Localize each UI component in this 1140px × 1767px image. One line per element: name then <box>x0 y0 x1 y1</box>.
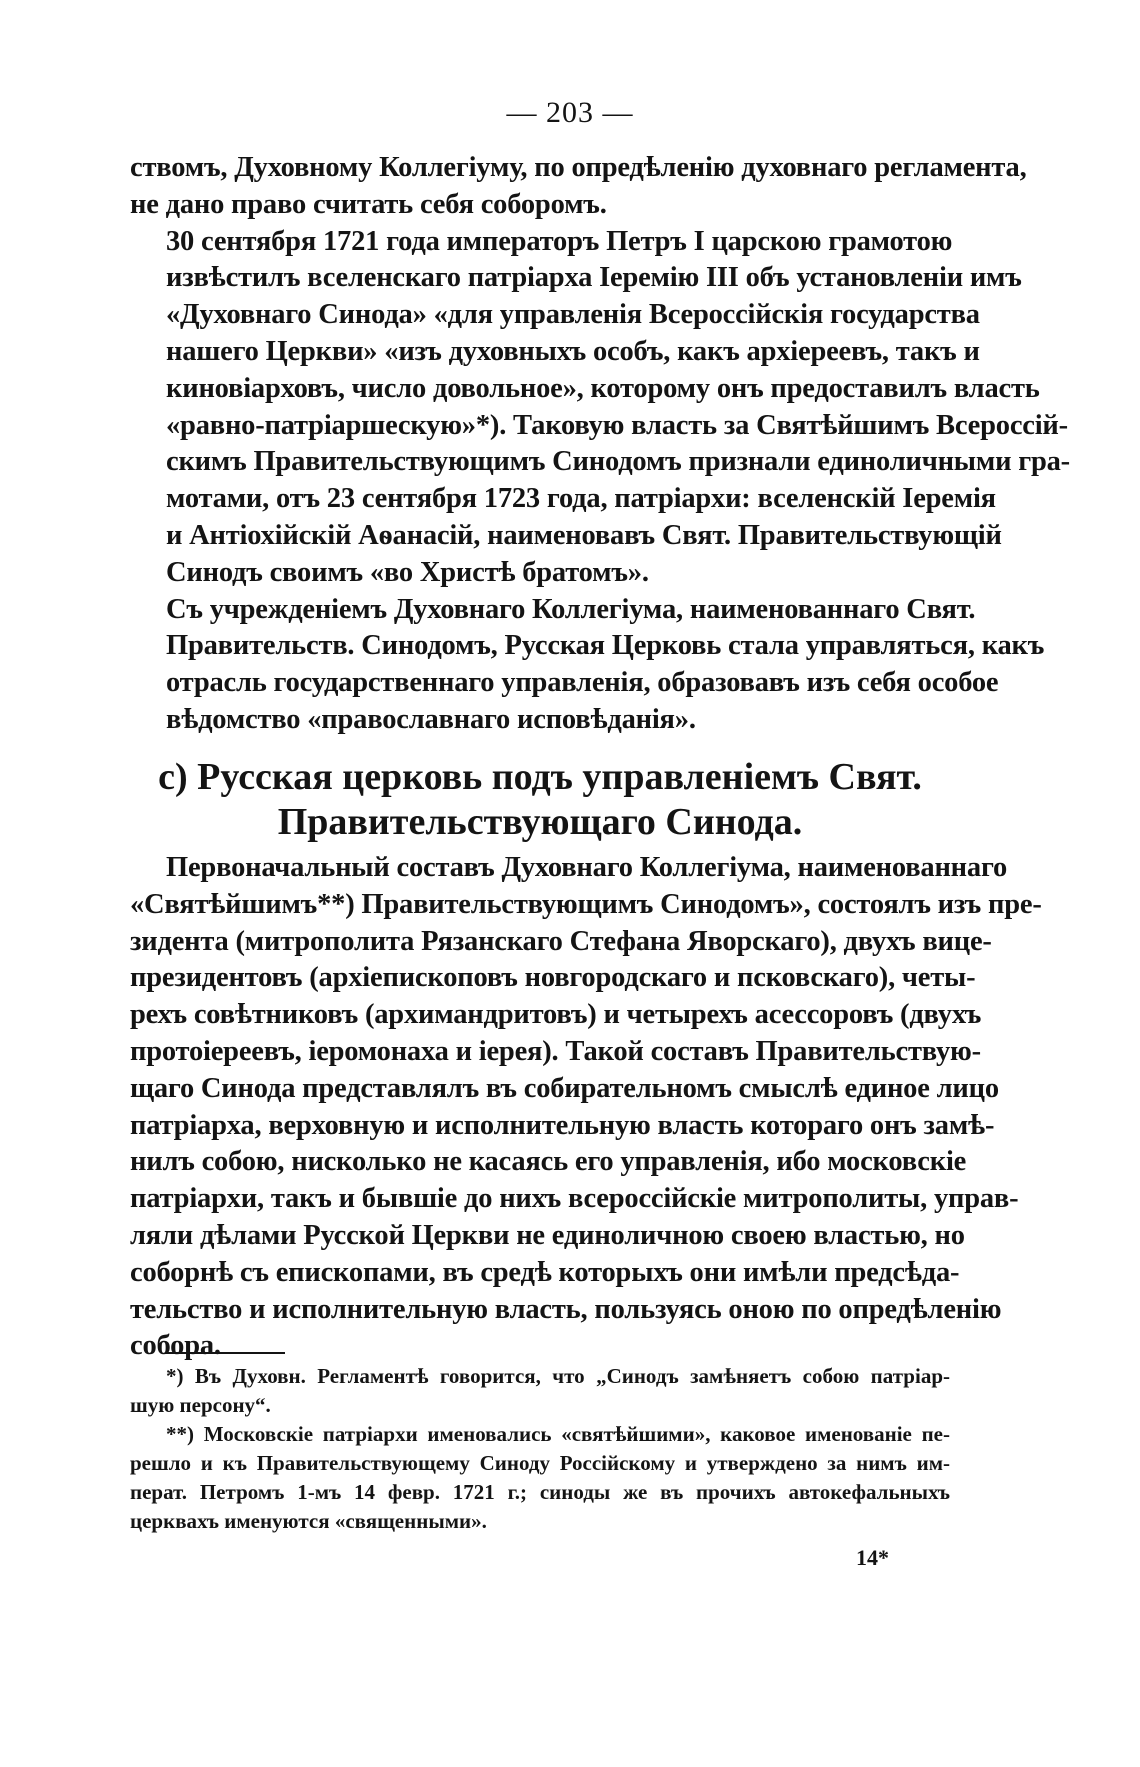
text-line: 30 сентября 1721 года императоръ Петръ I царскою грамотою <box>166 225 953 257</box>
paragraph-continuation <box>130 150 1027 224</box>
text-line: Первоначальный составъ Духовнаго Коллегіума, наименованнаго <box>166 852 1008 883</box>
text-line: собора. <box>130 1330 221 1362</box>
text-line: рехъ совѣтниковъ (архимандритовъ) и четырехъ асессоровъ (двухъ <box>130 999 982 1031</box>
text-line: скимъ Правительствующимъ Синодомъ признали единоличными гра- <box>166 446 1070 478</box>
text-line: ляли дѣлами Русской Церкви не единоличною своею властью, но <box>130 1219 965 1251</box>
printer-signature: 14* <box>856 1545 889 1570</box>
paragraph-synod-composition <box>130 850 1042 1365</box>
footnote-line: перат. Петромъ 1-мъ 14 февр. 1721 г.; синоды же въ прочихъ автокефальныхъ <box>130 1480 950 1504</box>
text-line: «Святѣйшимъ**) Правительствующимъ Синодомъ», состоялъ изъ пре- <box>130 888 1042 920</box>
page-number: — 203 — <box>506 96 634 129</box>
section-heading <box>130 755 950 845</box>
text-line: не дано право считать себя соборомъ. <box>130 188 607 220</box>
footnote-line: решло и къ Правительствующему Синоду Россійскому и утверждено за нимъ им- <box>130 1451 950 1475</box>
paragraph-synod-establishment <box>130 224 1070 592</box>
footnote-divider <box>165 1352 285 1354</box>
footnote-line: **) Московскіе патріархи именовались «святѣйшими», каковое именованіе пе- <box>166 1422 950 1446</box>
text-line: Правительств. Синодомъ, Русская Церковь стала управляться, какъ <box>166 630 1045 662</box>
text-line: соборнѣ съ епископами, въ средѣ которыхъ они имѣли предсѣда- <box>130 1256 960 1288</box>
text-line: щаго Синода представлялъ въ собирательномъ смыслѣ единое лицо <box>130 1072 999 1104</box>
section-heading-line: Правительствующаго Синода. <box>277 801 803 843</box>
text-line: патріарха, верховную и исполнительную власть котораго онъ замѣ- <box>130 1109 995 1141</box>
footnote-line: *) Въ Духовн. Регламентѣ говорится, что „Синодъ замѣняетъ собою патріар- <box>166 1364 950 1388</box>
footnote-1 <box>130 1362 950 1420</box>
text-line: и Антіохійскій Аѳанасій, наименовавъ Свят. Правительствующій <box>166 519 1002 551</box>
text-block-upper <box>130 150 1070 739</box>
text-line: «Духовнаго Синода» «для управленія Всероссійскія государства <box>166 299 980 331</box>
text-line: нилъ собою, нисколько не касаясь его управленія, ибо московскіе <box>130 1146 967 1178</box>
text-block-lower <box>130 850 1042 1365</box>
text-line: мотами, отъ 23 сентября 1723 года, патріархи: вселенскій Іеремія <box>166 483 996 515</box>
footnote-line: шую персону“. <box>130 1393 271 1417</box>
text-line: отрасль государственнаго управленія, образовавъ изъ себя особое <box>166 667 999 699</box>
text-line: протоіереевъ, іеромонаха и іерея). Такой составъ Правительствую- <box>130 1035 981 1067</box>
paragraph-collegium <box>130 592 1045 739</box>
footnotes <box>130 1362 950 1536</box>
section-heading-line: c) Русская церковь подъ управленіемъ Свят. <box>158 756 922 798</box>
text-line: «равно-патріаршескую»*). Таковую власть за Святѣйшимъ Всероссій- <box>166 409 1068 441</box>
text-line: извѣстилъ вселенскаго патріарха Іеремію III объ установленіи имъ <box>166 262 1022 294</box>
text-line: тельство и исполнительную власть, пользуясь оною по опредѣленію <box>130 1293 1002 1325</box>
text-line: патріархи, такъ и бывшіе до нихъ всероссійскіе митрополиты, управ- <box>130 1183 1019 1215</box>
text-line: вѣдомство «православнаго исповѣданія». <box>166 703 696 735</box>
footnote-line: церквахъ именуются «священными». <box>130 1509 487 1533</box>
text-line: президентовъ (архіепископовъ новгородскаго и псковскаго), четы- <box>130 962 976 994</box>
text-line: Синодъ своимъ «во Христѣ братомъ». <box>166 556 649 588</box>
text-line: нашего Церкви» «изъ духовныхъ особъ, какъ архіереевъ, такъ и <box>166 335 980 367</box>
text-line: зидента (митрополита Рязанскаго Стефана Яворскаго), двухъ вице- <box>130 925 992 957</box>
text-line: Съ учрежденіемъ Духовнаго Коллегіума, наименованнаго Свят. <box>166 593 976 625</box>
text-line: киновіарховъ, число довольное», которому онъ предоставилъ власть <box>166 372 1040 404</box>
footnote-2 <box>130 1420 950 1536</box>
text-line: ствомъ, Духовному Коллегіуму, по опредѣленію духовнаго регламента, <box>130 152 1027 183</box>
